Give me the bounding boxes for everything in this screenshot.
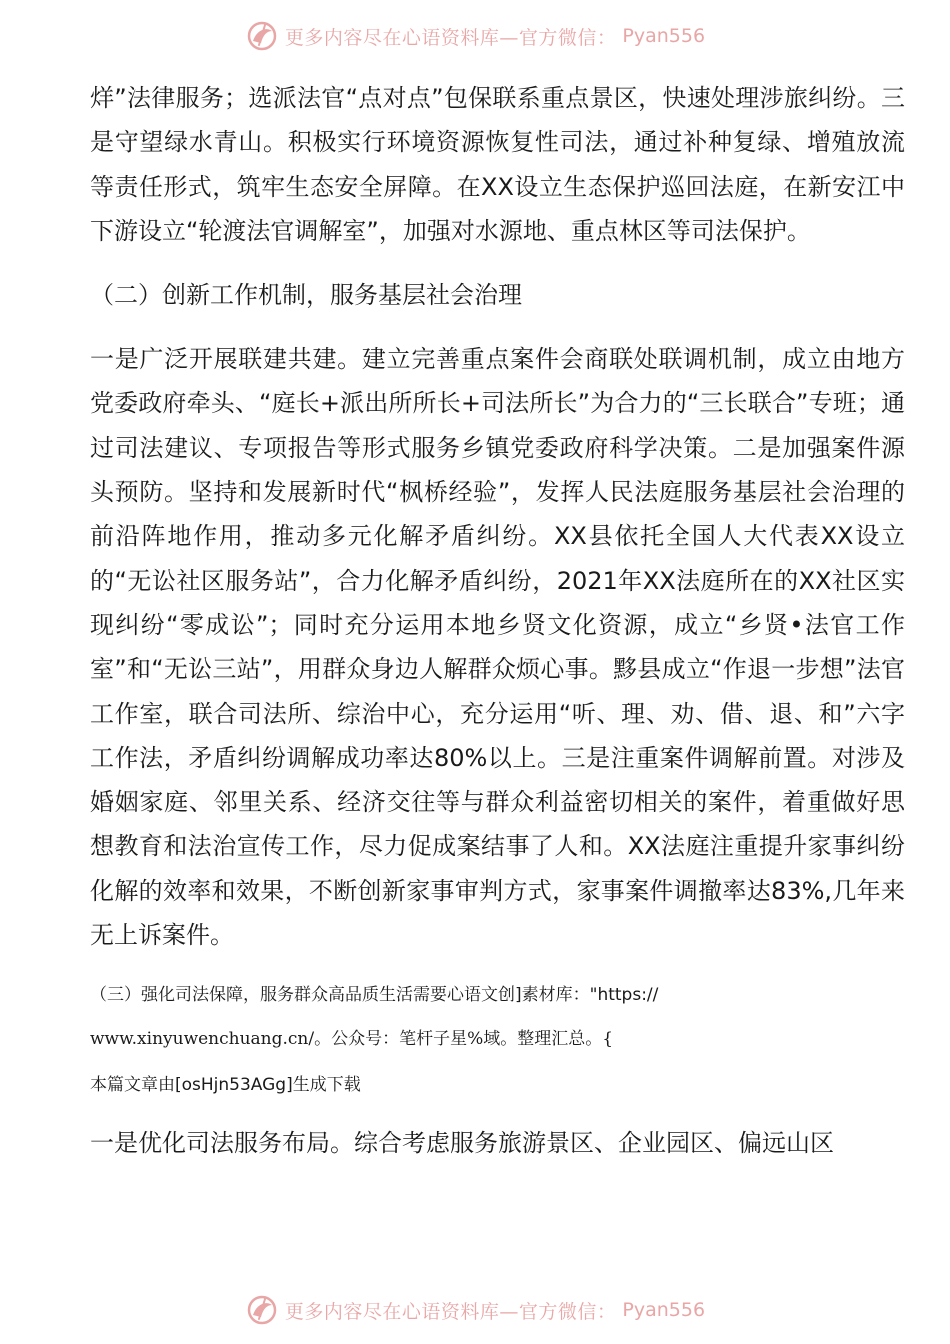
watermark-logo-icon xyxy=(245,19,279,53)
watermark-footer xyxy=(0,1288,950,1332)
watermark-wechat-id: Pyan556 xyxy=(622,25,706,47)
document-body xyxy=(90,76,905,1166)
watermark-text: 更多内容尽在心语资料库—官方微信： xyxy=(284,1300,617,1323)
watermark-wechat-id: Pyan556 xyxy=(622,1299,706,1321)
section-heading-3-note: （三）强化司法保障，服务群众高品质生活需要心语文创]素材库："https:// xyxy=(90,985,659,1006)
source-url-note: www.xinyuwenchuang.cn/。公众号：笔杆子星%域。整理汇总。{ xyxy=(90,1029,614,1050)
watermark-header xyxy=(0,14,950,58)
watermark-logo-icon xyxy=(245,1293,279,1327)
paragraph-1: 烊”法律服务；选派法官“点对点”包保联系重点景区，快速处理涉旅纠纷。三是守望绿水青山。积极实行环境资源恢复性司法，通过补种复绿、增殖放流等责任形式，筑牢生态安全屏障。在XX设立生态保护巡回法庭，在新安江中下游设立“轮渡法官调解室”，加强对水源地、重点林区等司法保护。 xyxy=(90,84,905,245)
paragraph-2: 一是广泛开展联建共建。建立完善重点案件会商联处联调机制，成立由地方党委政府牵头、“庭长+派出所所长+司法所长”为合力的“三长联合”专班；通过司法建议、专项报告等形式服务乡镇党委政府科学决策。二是加强案件源头预防。坚持和发展新时代“枫桥经验”，发挥人民法庭服务基层社会治理的前沿阵地作用，推动多元化解矛盾纠纷。XX县依托全国人大代表XX设立的“无讼社区服务站”，合力化解矛盾纠纷，2021年XX法庭所在的XX社区实现纠纷“零成讼”；同时充分运用本地乡贤文化资源，成立“乡贤•法官工作室”和“无讼三站”，用群众身边人解群众烦心事。黟县成立“作退一步想”法官工作室，联合司法所、综治中心，充分运用“听、理、劝、借、退、和”六字工作法，矛盾纠纷调解成功率达80%以上。三是注重案件调解前置。对涉及婚姻家庭、邻里关系、经济交往等与群众利益密切相关的案件，着重做好思想教育和法治宣传工作，尽力促成案结事了人和。XX法庭注重提升家事纠纷化解的效率和效果，不断创新家事审判方式，家事案件调撤率达83%,几年来无上诉案件。 xyxy=(90,345,905,950)
generated-by-note: 本篇文章由[osHjn53AGg]生成下载 xyxy=(90,1075,361,1096)
paragraph-3: 一是优化司法服务布局。综合考虑服务旅游景区、企业园区、偏远山区 xyxy=(90,1129,834,1158)
section-heading-2: （二）创新工作机制，服务基层社会治理 xyxy=(90,281,522,310)
watermark-text: 更多内容尽在心语资料库—官方微信： xyxy=(284,26,617,49)
